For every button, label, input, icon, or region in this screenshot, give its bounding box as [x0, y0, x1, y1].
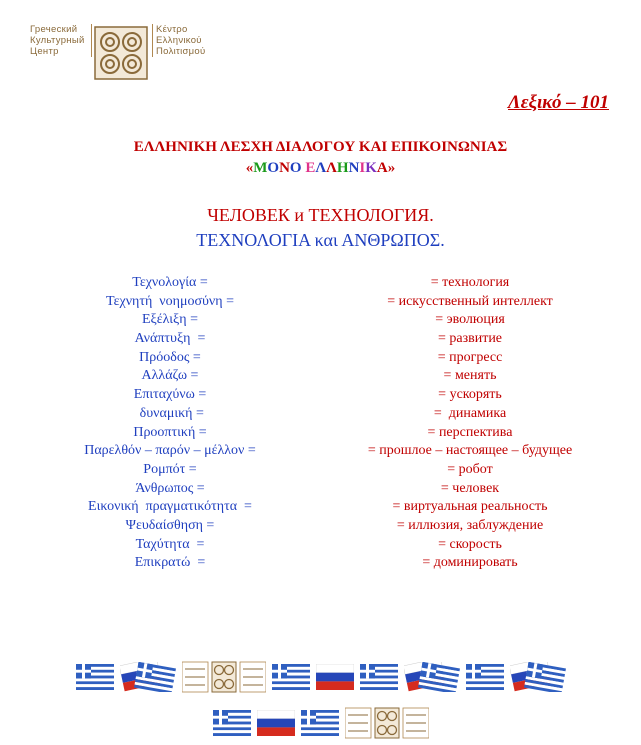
greece-flag-icon: [272, 664, 310, 695]
quote-open: «: [245, 160, 254, 176]
russian-translation: = робот: [447, 461, 493, 477]
crossed-flags-icon: [510, 662, 566, 697]
list-item: [0, 312, 641, 331]
greece-flag-icon: [213, 710, 251, 741]
list-item: [0, 425, 641, 444]
greece-flag-icon: [76, 664, 114, 695]
motto-letter: Κ: [365, 160, 377, 176]
greek-term: Ταχύτητα =: [135, 536, 205, 552]
russian-translation: = перспектива: [427, 424, 513, 440]
motto-letter: Λ: [326, 160, 337, 176]
cultural-centre-logo: [30, 20, 210, 84]
greek-term: Εξέλιξη =: [141, 312, 198, 328]
greek-term: δυναμική =: [136, 405, 204, 421]
motto-letter: Ν: [279, 160, 290, 176]
greek-term: Πρόοδος =: [139, 349, 201, 365]
motto-letter: Α: [376, 160, 388, 176]
list-item: [0, 350, 641, 369]
footer-flags-row-1: [0, 660, 641, 700]
topic-russian: ЧЕЛОВЕК и ТЕХНОЛОГИЯ.: [207, 205, 434, 225]
russian-translation: = искусственный интеллект: [387, 293, 553, 309]
vocabulary-list: [0, 275, 641, 574]
centre-logo-icon: [345, 706, 429, 745]
greek-term: Τεχνητή νοημοσύνη =: [106, 293, 234, 309]
greek-term: Ψευδαίσθηση =: [125, 517, 215, 533]
list-item: [0, 443, 641, 462]
greek-term: Επιταχύνω =: [133, 387, 207, 403]
russian-translation: = менять: [443, 368, 497, 384]
motto-letter: Ο: [289, 160, 302, 176]
motto-letter: Ν: [348, 160, 360, 176]
logo-line: Πολιτισμού: [156, 46, 206, 57]
greek-term: Προοπτική =: [133, 424, 207, 440]
crossed-flags-icon: [404, 662, 460, 697]
quote-close: »: [387, 160, 396, 176]
greece-flag-icon: [466, 664, 504, 695]
greek-term: Ρομπότ =: [143, 461, 197, 477]
russian-translation: = доминировать: [422, 555, 518, 571]
logo-line: Культурный: [30, 35, 85, 46]
dictionary-number: Λεξικό – 101: [508, 92, 609, 113]
greece-flag-icon: [301, 710, 339, 741]
greek-term: Αλλάζω =: [141, 368, 199, 384]
motto-letter: Ο: [267, 160, 280, 176]
russian-translation: = динамика: [433, 405, 507, 421]
greece-flag-icon: [360, 664, 398, 695]
list-item: [0, 406, 641, 425]
logo-line: Греческий: [30, 24, 78, 35]
russian-translation: = эволюция: [435, 312, 505, 328]
list-item: [0, 294, 641, 313]
russian-translation: = развитие: [437, 331, 503, 347]
russian-translation: = прошлое – настоящее – будущее: [367, 443, 573, 459]
mono-ellinika-text: [253, 160, 388, 176]
greek-term: Επικρατώ =: [134, 555, 206, 571]
list-item: [0, 481, 641, 500]
list-item: [0, 537, 641, 556]
footer-flags-row-2: [0, 706, 641, 738]
motto-letter: Λ: [315, 160, 327, 176]
greek-term: Εικονική πραγματικότητα =: [88, 499, 252, 515]
russian-translation: = иллюзия, заблуждение: [396, 517, 544, 533]
list-item: [0, 499, 641, 518]
list-item: [0, 555, 641, 574]
greek-term: Παρελθόν – παρόν – μέλλον =: [84, 443, 256, 459]
list-item: [0, 518, 641, 537]
greek-term: Ανάπτυξη =: [134, 331, 206, 347]
club-motto: [0, 160, 641, 177]
list-item: [0, 462, 641, 481]
greek-term: Τεχνολογία =: [132, 275, 208, 290]
centre-logo-icon: [182, 660, 266, 699]
motto-letter: Ι: [359, 160, 366, 176]
russia-flag-icon: [316, 664, 354, 695]
russian-translation: = скорость: [438, 536, 502, 552]
logo-line: Ελληνικού: [156, 35, 202, 46]
topic-greek: ΤΕΧΝΟΛΟΓΙΑ και ΑΝΘΡΩΠΟΣ.: [196, 230, 445, 250]
logo-line: Κέντρο: [156, 24, 188, 35]
logo-greek-text: [152, 24, 216, 57]
russian-translation: = человек: [440, 480, 500, 496]
club-title: ΕΛΛΗΝΙΚΗ ΛΕΣΧΗ ΔΙΑΛΟΓΟΥ ΚΑΙ ΕΠΙΚΟΙΝΩΝΙΑΣ: [133, 139, 508, 155]
motto-letter: Μ: [253, 160, 268, 176]
russian-translation: = технология: [430, 275, 510, 290]
logo-russian-text: [30, 24, 92, 57]
list-item: [0, 368, 641, 387]
russian-translation: = виртуальная реальность: [392, 499, 548, 515]
russian-translation: = ускорять: [438, 387, 502, 403]
spiral-emblem-icon: [94, 26, 148, 80]
motto-letter: Η: [336, 160, 349, 176]
russia-flag-icon: [257, 710, 295, 741]
russian-translation: = прогресс: [437, 349, 503, 365]
motto-letter: Ε: [305, 160, 316, 176]
list-item: [0, 275, 641, 294]
logo-line: Центр: [30, 46, 59, 57]
list-item: [0, 387, 641, 406]
greek-term: Άνθρωπος =: [135, 480, 205, 496]
crossed-flags-icon: [120, 662, 176, 697]
list-item: [0, 331, 641, 350]
